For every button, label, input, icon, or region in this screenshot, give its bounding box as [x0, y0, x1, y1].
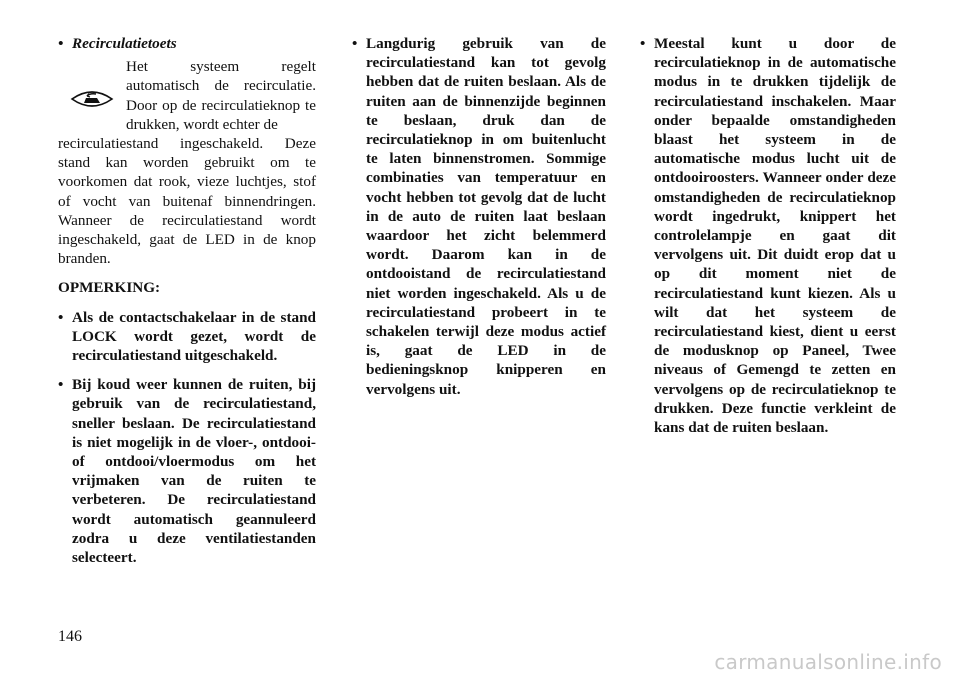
section-heading-recirculation: [58, 34, 316, 53]
recirculation-car-icon: [68, 87, 116, 111]
intro-indented-text: Het systeem regelt automatisch de recirculatie. Door op de recirculatieknop te drukken, wordt echter de: [126, 58, 316, 133]
column-left: [58, 34, 316, 567]
note-bullet-2: • Bij koud weer kunnen de ruiten, bij gebruik van de recirculatiestand, sneller beslaan. De recirculatiestand is niet mogelijk in de vloer-, ontdooi- of ontdooi/vloermodus om het vrijmaken van de ruiten te verbeteren. De recirculatiestand wordt automatisch geannuleerd zodra u deze ventilatiestanden selecteert.: [58, 375, 316, 567]
heading-text: Recirculatietoets: [72, 35, 177, 52]
intro-rest-text: recirculatiestand ingeschakeld. Deze stand kan worden gebruikt om te voorkomen dat rook, vieze luchtjes, stof of vocht van buitenaf binnendringen. Wanneer de recirculatiestand wordt ingeschakeld, gaat de LED in de knop branden.: [58, 135, 316, 268]
note-bullet-3: • Langdurig gebruik van de recirculatiestand kan tot gevolg hebben dat de ruiten beslaan. Als de ruiten aan de binnenzijde beginnen te beslaan, druk dan de recirculatieknop in om buitenlucht te laten binnenstromen. Sommige combinaties van temperatuur en vocht hebben tot gevolg dat de lucht in de auto de ruiten laat beslaan waardoor het zicht belemmerd wordt. Daarom kan in de ontdooistand de recirculatiestand niet worden ingeschakeld. Als u de recirculatiestand probeert in te schakelen terwijl deze modus actief is, gaat de LED in de bedieningsknop knipperen en vervolgens uit.: [352, 34, 606, 399]
column-middle: [352, 34, 606, 399]
watermark: carmanualsonline.info: [714, 650, 942, 674]
note-bullet-4: • Meestal kunt u door de recirculatieknop in de automatische modus in te drukken tijdelijk de recirculatiestand inschakelen. Maar onder bepaalde omstandigheden blaast het systeem in de automatische modus lucht uit de ontdooiroosters. Wanneer onder deze omstandigheden de recirculatieknop wordt ingedrukt, knippert het controlelampje en gaat dit vervolgens uit. Dit duidt erop dat u op dit moment niet de recirculatiestand kunt kiezen. Als u wilt dat het systeem de recirculatiestand kiest, dient u eerst de modusknop op Paneel, Twee niveaus of Gemengd te zetten en vervolgens op de recirculatieknop te drukken. Deze functie verkleint de kans dat de ruiten beslaan.: [640, 34, 896, 437]
column-right: [640, 34, 896, 437]
note-label: OPMERKING:: [58, 279, 161, 297]
note-bullet-1: • Als de contactschakelaar in de stand LOCK wordt gezet, wordt de recirculatiestand uitgeschakeld.: [58, 308, 316, 366]
page-number: 146: [58, 628, 82, 645]
